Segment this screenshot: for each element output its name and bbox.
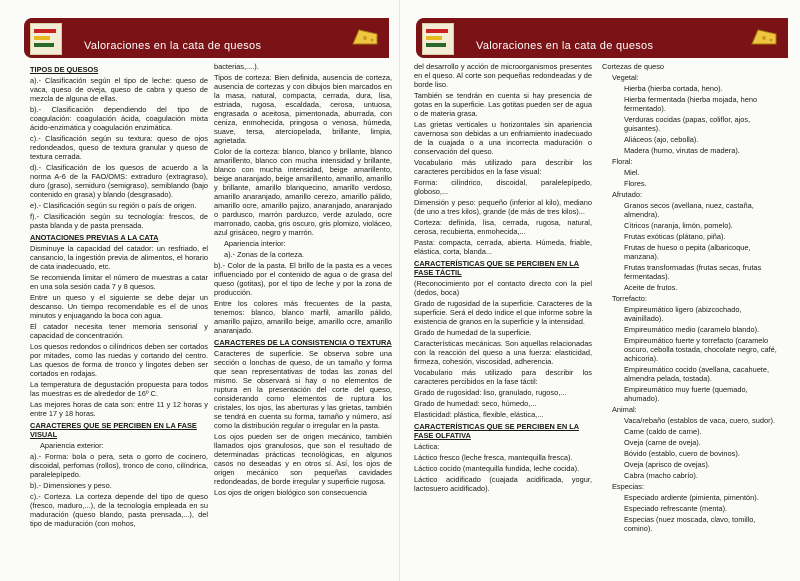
- paragraph: Pasta: compacta, cerrada, abierta. Húmeda, friable, elástica, corta, blanda...: [414, 238, 592, 256]
- paragraph: (Reconocimiento por el contacto directo con la piel (dedos, boca): [414, 279, 592, 297]
- paragraph: Láctico fresco (leche fresca, mantequilla fresca).: [414, 453, 573, 462]
- paragraph: b).- Dimensiones y peso.: [30, 481, 112, 490]
- paragraph: Grado de rugosidad de la superficie. Caracteres de la superficie. Será el dedo índice el que informe sobre la existencia de granos en la superficie y la intensidad.: [414, 299, 592, 326]
- section-title: TIPOS DE QUESOS: [30, 65, 99, 74]
- paragraph: Se recomienda limitar el número de muestras a catar en una sola sesión cada 7 y 8 quesos.: [30, 273, 208, 291]
- logo: [422, 23, 454, 55]
- paragraph: Los quesos redondos o cilíndricos deben ser cortados por mitades, como las ruedas y cortando del centro. Las quesos de forma de tronco y lingotes deben ser cortados en rodajas.: [30, 342, 208, 378]
- left-column-2: [214, 62, 392, 499]
- list-item: Especiado refrescante (menta).: [624, 504, 728, 513]
- paragraph: El catador necesita tener memoria sensorial y capacidad de concentración.: [30, 322, 208, 340]
- paragraph: Grado de humedad de la superficie.: [414, 328, 532, 337]
- paragraph: Las mejores horas de cata son: entre 11 y 12 horas y entre 17 y 18 horas.: [30, 400, 208, 418]
- list-item: Empireumático muy fuerte (quemado, ahumado).: [624, 385, 748, 403]
- header-title: Valoraciones en la cata de quesos: [476, 40, 654, 52]
- page-header: [416, 18, 788, 58]
- paragraph: bacterias,....).: [214, 62, 259, 71]
- paragraph: c).- Clasificación según su textura: queso de ojos redondeados, queso de textura granular y queso de textura cerrada.: [30, 134, 208, 161]
- paragraph: d).- Clasificación de los quesos de acuerdo a la norma A-6 de la FAO/OMS: extraduro (extragraso), duro (graso), semiduro (semigraso), semiblando (bajo contenido en grasa) y blando (desgrasado).: [30, 163, 208, 199]
- paragraph: c).- Corteza. La corteza depende del tipo de queso (fresco, maduro,...), de la tecnología empleada en su maduración (queso blando, pasta prensada,...), del tipo de maduración (con mohos,: [30, 492, 208, 528]
- left-column-1: [30, 62, 208, 530]
- subheading: Apariencia interior:: [224, 239, 286, 248]
- paragraph: Caracteres de superficie. Se observa sobre una sección o lonchas de queso, de un tamaño y forma que sean representativas de todas las zonas del mismo. Se observará si hay o no elementos de ruptura en la presentación del corte del queso, considerando como elementos de ruptura los cristales, los ojos, las aberturas y las grietas, también se tendrá en cuenta su forma, tamaño y número, así como la distribución regular o irregular en la pasta.: [214, 349, 392, 430]
- paragraph: Disminuye la capacidad del catador: un resfriado, el cansancio, la ingestión previa de alimentos, el horario de cata inadecuado, etc.: [30, 244, 208, 271]
- paragraph: a).- Zonas de la corteza.: [224, 250, 305, 259]
- section-title: ANOTACIONES PREVIAS A LA CATA: [30, 233, 159, 242]
- list-item: Especiado ardiente (pimienta, pimentón).: [624, 493, 759, 502]
- paragraph: Dimensión y peso: pequeño (inferior al kilo), mediano (de uno a tres kilos), grande (de más de tres kilos)...: [414, 198, 592, 216]
- subheading: Floral:: [612, 157, 633, 166]
- paragraph: Las grietas verticales u horizontales sin apariencia cavernosa son debidas a un enfriamiento inadecuado de la cuajada o a una incorrecta maduración o conservación del queso.: [414, 120, 592, 156]
- subheading: Láctica:: [414, 442, 440, 451]
- subheading: Vegetal:: [612, 73, 639, 82]
- paragraph: Los ojos pueden ser de origen mecánico, también llamados ojos granulosos, que son el resultado de determinadas prácticas tecnológicas, en algunos casos no deseadas y en otros sí. Así, los ojos de origen mecánico son pequeñas cavidades redondeadas, de borde irregular y superficie rugosa.: [214, 432, 392, 486]
- list-item: Miel.: [624, 168, 640, 177]
- list-item: Frutas de hueso o pepita (albaricoque, manzana).: [624, 243, 751, 261]
- paragraph: Grado de rugosidad: liso, granulado, rugoso,...: [414, 388, 567, 397]
- list-item: Aliáceos (ajo, cebolla).: [624, 135, 699, 144]
- list-item: Oveja (aprisco de ovejas).: [624, 460, 710, 469]
- right-page: [400, 0, 800, 581]
- list-item: Oveja (carne de oveja).: [624, 438, 701, 447]
- paragraph: e).- Clasificación según su región o país de origen.: [30, 201, 197, 210]
- header-title: Valoraciones en la cata de quesos: [84, 40, 262, 52]
- list-item: Vaca/rebaño (establos de vaca, cuero, sudor).: [624, 416, 776, 425]
- list-item: Hierba fermentada (hierba mojada, heno fermentado).: [624, 95, 758, 113]
- list-item: Flores.: [624, 179, 647, 188]
- list-item: Especias (nuez moscada, clavo, tomillo, comino).: [624, 515, 756, 533]
- list-item: Empireumático medio (caramelo blando).: [624, 325, 760, 334]
- paragraph: a).- Forma: bola o pera, seta o gorro de cocinero, discoidal, perfomas (rollos), tronco de cono, cilíndrica, paralelepípedo.: [30, 452, 208, 479]
- right-column-2: [602, 62, 780, 535]
- section-title: CARACTERES DE LA CONSISTENCIA O TEXTURA: [214, 338, 392, 347]
- list-item: Verduras cocidas (papas, coliflor, ajos, guisantes).: [624, 115, 751, 133]
- logo: [30, 23, 62, 55]
- paragraph: Vocabulario más utilizado para describir los caracteres percibidos en la fase táctil:: [414, 368, 592, 386]
- paragraph: b).- Color de la pasta. El brillo de la pasta es a veces influenciado por el contenido de agua o de grasa del queso (gotitas), por el tipo de leche y por la zona de producción.: [214, 261, 392, 297]
- list-item: Madera (humo, virutas de madera).: [624, 146, 740, 155]
- cheese-icon: [750, 26, 778, 46]
- paragraph: Láctico cocido (mantequilla fundida, leche cocida).: [414, 464, 580, 473]
- list-item: Empireumático fuerte y torrefacto (caramelo oscuro, cebolla tostada, chocolate negro, café, achicoria).: [624, 336, 777, 363]
- list-item: Carne (caldo de carne).: [624, 427, 702, 436]
- paragraph: a).- Clasificación según el tipo de leche: queso de vaca, queso de oveja, queso de cabra y queso de mezcla de alguna de ellas.: [30, 76, 208, 103]
- list-item: Cítricos (naranja, limón, pomelo).: [624, 221, 733, 230]
- subheading: Apariencia exterior:: [40, 441, 104, 450]
- subheading: Animal:: [612, 405, 637, 414]
- paragraph: Cortezas de queso: [602, 62, 665, 71]
- paragraph: Grado de humedad: seco, húmedo,...: [414, 399, 537, 408]
- paragraph: Entre los colores más frecuentes de la pasta, tenemos: blanco, blanco marfil, amarillo pálido, amarillo pajizo, amarillo beige, amarillo ocre, amarillo anaranjado.: [214, 299, 392, 335]
- section-title: CARACTERES QUE SE PERCIBEN EN LA FASE VISUAL: [30, 421, 197, 439]
- paragraph: Corteza: definida, lisa, cerrada, rugosa, natural, cerosa, recubierta, enmohecida,...: [414, 218, 592, 236]
- paragraph: También se tendrán en cuenta si hay presencia de gotas en la superficie. Las gotitas pueden ser de agua o de materia grasa.: [414, 91, 592, 118]
- subheading: Afrutado:: [612, 190, 642, 199]
- section-title: CARACTERÍSTICAS QUE SE PERCIBEN EN LA FASE OLFATIVA: [414, 422, 580, 440]
- list-item: Cabra (macho cabrío).: [624, 471, 698, 480]
- paragraph: La temperatura de degustación propuesta para todos las muestras es de alrededor de 16º C.: [30, 380, 208, 398]
- paragraph: Entre un queso y el siguiente se debe dejar un descanso. Un tiempo recomendable es el de unos minutos y enjuagando la boca con agua.: [30, 293, 208, 320]
- paragraph: Forma: cilíndrico, discoidal, paralelepípedo, globoso,...: [414, 178, 592, 196]
- subheading: Especias:: [612, 482, 645, 491]
- paragraph: Láctico acidificado (cuajada acidificada, yogur, lactosuero acidificado).: [414, 475, 592, 493]
- list-item: Bóvido (establo, cuero de bovinos).: [624, 449, 740, 458]
- list-item: Empireumático ligero (abizcochado, avainillado).: [624, 305, 742, 323]
- list-item: Empireumático cocido (avellana, cacahuete, almendra pelada, tostada).: [624, 365, 770, 383]
- right-column-1: [414, 62, 592, 495]
- list-item: Hierba (hierba cortada, heno).: [624, 84, 723, 93]
- list-item: Frutas exóticas (plátano, piña).: [624, 232, 726, 241]
- paragraph: f).- Clasificación según su tecnología: frescos, de pasta blanda y de pasta prensada.: [30, 212, 208, 230]
- paragraph: Características mecánicas. Son aquellas relacionadas con la reacción del queso a una fuerza: elasticidad, firmeza, cohesión, viscosidad, adherencia.: [414, 339, 592, 366]
- section-title: CARACTERÍSTICAS QUE SE PERCIBEN EN LA FASE TÁCTIL: [414, 259, 580, 277]
- paragraph: Elasticidad: plástica, flexible, elástica,...: [414, 410, 544, 419]
- paragraph: Vocabulario más utilizado para describir los caracteres percibidos en la fase visual:: [414, 158, 592, 176]
- paragraph: Tipos de corteza: Bien definida, ausencia de corteza, ausencia de cortezas y con dibujos bien marcados en la masa, natural, compacta, cerrada, dura, lisa, estriada, rugosa, escaldada, cerosa, untuosa, engrasada o aceitosa, pimentonada, aburrada, con ceniza, enmohecida, pringosa o venosa, húmeda, suave, tersa, aterciopelada, brillante, limpia, agrietada.: [214, 73, 392, 145]
- list-item: Aceite de frutos.: [624, 283, 678, 292]
- list-item: Granos secos (avellana, nuez, castaña, almendra).: [624, 201, 754, 219]
- page-header: [24, 18, 389, 58]
- cheese-icon: [351, 26, 379, 46]
- paragraph: b).- Clasificación dependiendo del tipo de coagulación: coagulación ácida, coagulación mixta ácido-enzimática y coagulación enzimática.: [30, 105, 208, 132]
- list-item: Frutas transformadas (frutas secas, frutas fermentadas).: [624, 263, 762, 281]
- paragraph: del desarrollo y acción de microorganismos presentes en el queso. Al corte son pequeñas redondeadas y de borde liso.: [414, 62, 592, 89]
- paragraph: Los ojos de origen biológico son consecuencia: [214, 488, 367, 497]
- paragraph: Color de la corteza: blanco, blanco y brillante, blanco amarillento, blanco con mucha intensidad y brillante, blanco con mucha intensidad, beige amarillento, beige anaranjado, beige amarillento, amarillo, amarillo y brillante, amarillo blanquecino, amarillo verdoso, amarillo anaranjado, amarillo cerezo, amarillo pálido, amarillo ocre, amarillo pajizo, anaranjado, anaranjado o pardusco, marrón parduzco, verde azulado, ocre marronado, caoba, gris oscuro, gris plomizo, violáceo, azul grisáceo, negro y marrón.: [214, 147, 392, 237]
- subheading: Torrefacto:: [612, 294, 647, 303]
